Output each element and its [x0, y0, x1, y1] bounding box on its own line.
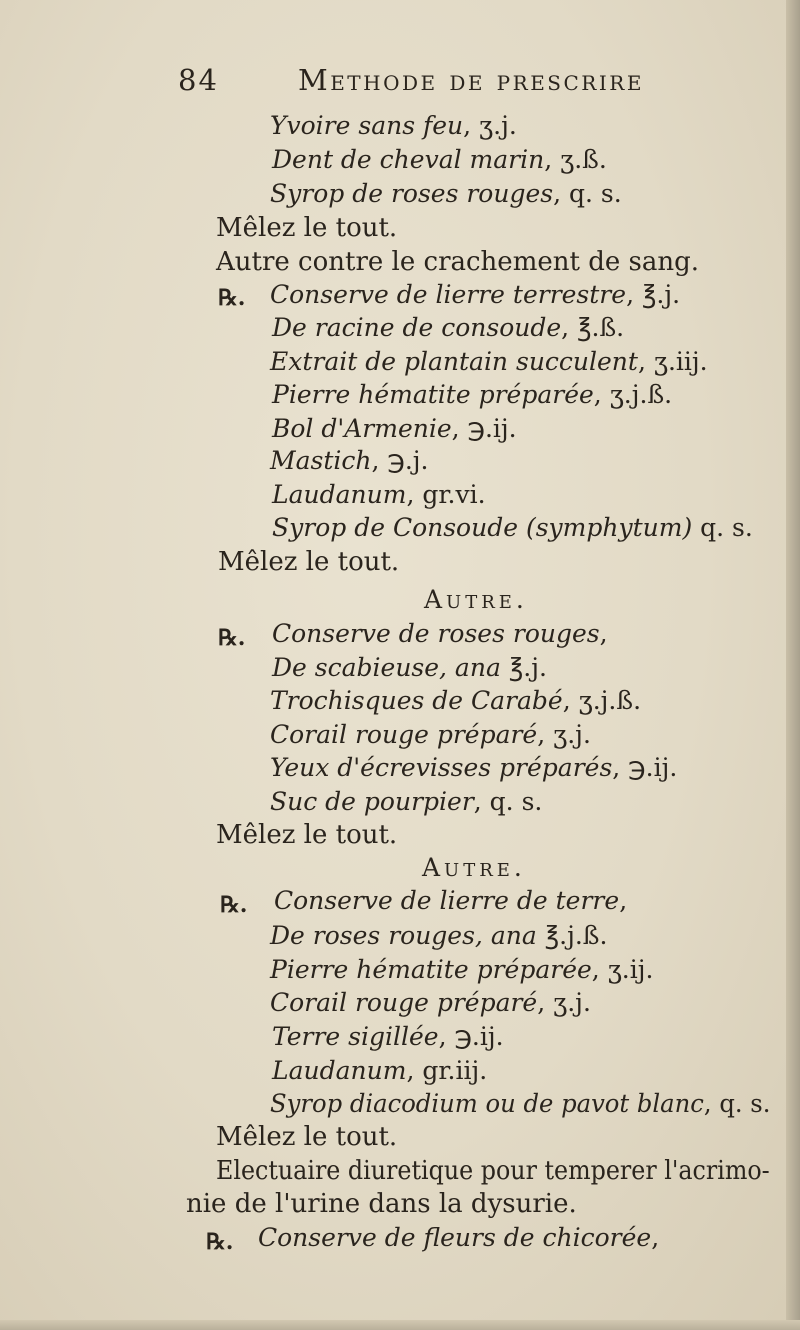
text-line: Corail rouge préparé, ʒ.j. — [270, 988, 591, 1017]
text-line: Mêlez le tout. — [218, 547, 400, 577]
text-line: Conserve de fleurs de chicorée, — [258, 1223, 660, 1252]
text-line: Syrop de roses rouges, q. s. — [270, 179, 622, 208]
text-line: Yvoire sans feu, ʒ.j. — [270, 111, 517, 140]
text-line: Electuaire diuretique pour temperer l'acrimo- — [216, 1156, 770, 1186]
text-line: Syrop de Consoude (symphytum) q. s. — [272, 513, 753, 542]
running-title: Methode de prescrire — [298, 63, 644, 97]
text-line: Syrop diacodium ou de pavot blanc, q. s. — [270, 1089, 771, 1118]
text-line: Mêlez le tout. — [216, 1122, 398, 1152]
recipe-symbol: ℞. — [206, 1229, 234, 1255]
text-line: Pierre hématite préparée, ʒ.ij. — [270, 955, 654, 984]
text-line: Mêlez le tout. — [216, 820, 398, 850]
text-line: Pierre hématite préparée, ʒ.j.ß. — [272, 380, 673, 409]
text-line: Corail rouge préparé, ʒ.j. — [270, 720, 591, 749]
text-line: Dent de cheval marin, ʒ.ß. — [272, 145, 607, 174]
text-line: Laudanum, gr.iij. — [272, 1056, 488, 1085]
text-line: Laudanum, gr.vi. — [272, 480, 486, 509]
text-line: Trochisques de Carabé, ʒ.j.ß. — [270, 686, 642, 715]
text-line: Conserve de lierre de terre, — [274, 886, 628, 915]
text-line: Autre contre le crachement de sang. — [216, 247, 699, 277]
text-line: Mêlez le tout. — [216, 213, 398, 243]
page-edge-shadow — [786, 0, 800, 1330]
text-line: Mastich, ℈.j. — [270, 446, 429, 475]
text-line: De roses rouges, ana ℥.j.ß. — [270, 921, 608, 950]
page-bottom-edge — [0, 1320, 800, 1330]
page-number: 84 — [178, 63, 219, 97]
text-line: Bol d'Armenie, ℈.ij. — [272, 414, 517, 443]
text-line: Conserve de lierre terrestre, ℥.j. — [270, 280, 681, 309]
recipe-symbol: ℞. — [218, 625, 246, 651]
text-line: Yeux d'écrevisses préparés, ℈.ij. — [270, 753, 678, 782]
section-heading: Autre. — [422, 853, 526, 882]
text-line: De scabieuse, ana ℥.j. — [272, 653, 547, 682]
text-line: nie de l'urine dans la dysurie. — [186, 1189, 577, 1219]
text-line: Terre sigillée, ℈.ij. — [272, 1022, 504, 1051]
section-heading: Autre. — [424, 585, 528, 614]
text-line: De racine de consoude, ℥.ß. — [272, 313, 625, 342]
text-line: Conserve de roses rouges, — [272, 619, 608, 648]
recipe-symbol: ℞. — [220, 892, 248, 918]
recipe-symbol: ℞. — [218, 285, 246, 311]
text-line: Extrait de plantain succulent, ʒ.iij. — [270, 347, 708, 376]
text-line: Suc de pourpier, q. s. — [270, 787, 543, 816]
